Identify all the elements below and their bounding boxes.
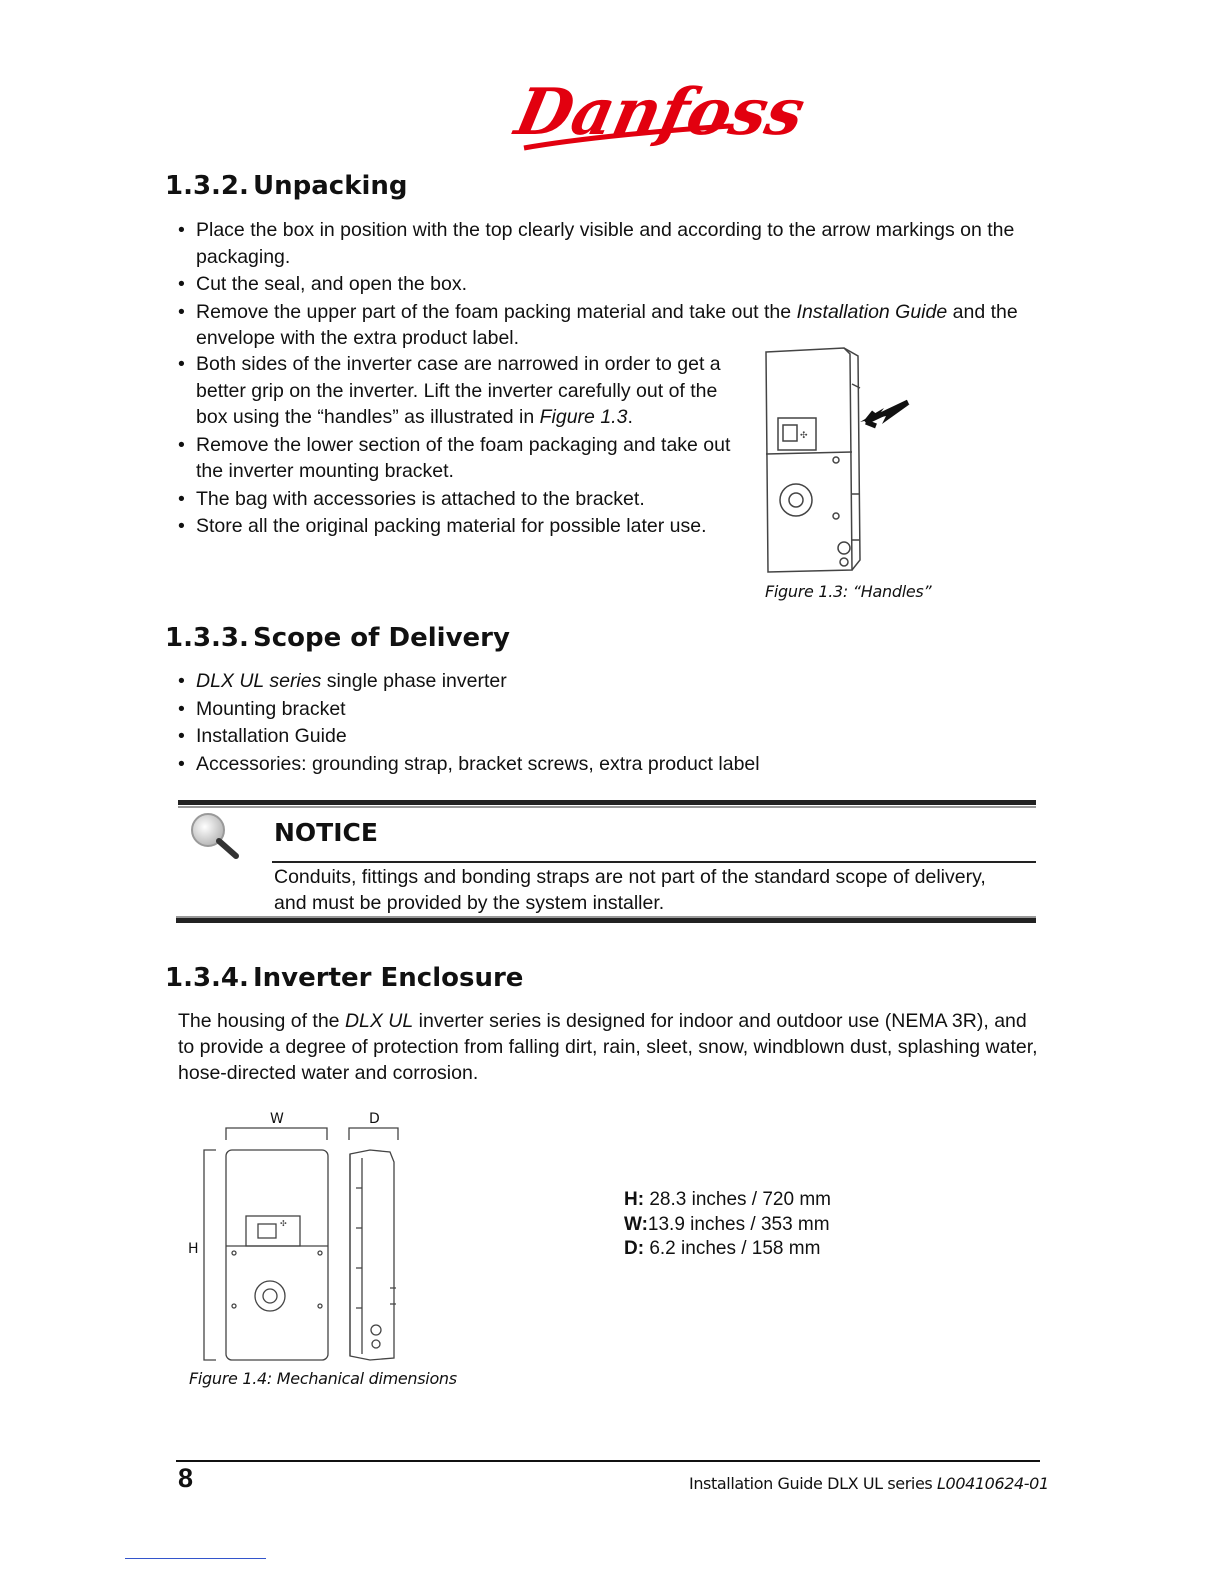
dimension-row: D: 6.2 inches / 158 mm — [624, 1238, 821, 1259]
notice-text: Conduits, fittings and bonding straps are not part of the standard scope of delivery, and must be provided by the system installer. — [274, 866, 986, 914]
dimension-row: H: 28.3 inches / 720 mm — [624, 1189, 831, 1210]
notice-title: NOTICE — [274, 818, 378, 847]
unpacking-bullet: • The bag with accessories is attached to the bracket. — [178, 486, 748, 513]
unpacking-list-continued — [178, 351, 748, 541]
dimension-row: W:13.9 inches / 353 mm — [624, 1213, 830, 1235]
notice-top-rule-shadow — [178, 806, 1036, 808]
magnifier-icon — [186, 810, 242, 860]
scope-item: • Accessories: grounding strap, bracket screws, extra product label — [178, 751, 1038, 778]
link-underline — [125, 1558, 266, 1559]
dimensions-list — [624, 1188, 831, 1262]
svg-text:Danfoss: Danfoss — [509, 74, 812, 150]
section-heading-enclosure: 1.3.4. Inverter Enclosure — [165, 963, 524, 993]
dimension-label-w: W — [270, 1111, 284, 1127]
footer-rule — [176, 1460, 1040, 1462]
unpacking-bullet: • Store all the original packing material for possible later use. — [178, 513, 748, 540]
danfoss-logo — [509, 62, 812, 156]
figure-1-3-caption: Figure 1.3: “Handles” — [765, 582, 932, 601]
notice-divider — [272, 861, 1036, 863]
notice-top-rule — [178, 800, 1036, 805]
page-number: 8 — [178, 1463, 194, 1493]
section-heading-unpacking: 1.3.2. Unpacking — [165, 171, 408, 201]
notice-bottom-rule — [176, 918, 1036, 923]
inverter-handles-figure — [756, 344, 916, 576]
unpacking-bullet: • Cut the seal, and open the box. — [178, 271, 1040, 298]
section-heading-scope: 1.3.3. Scope of Delivery — [165, 623, 510, 653]
unpacking-bullet: • Both sides of the inverter case are narrowed in order to get a better grip on the inverter. Lift the inverter carefully out of the box using the “handles” as illustrated in Figure 1.3. — [178, 351, 748, 431]
svg-text:✣: ✣ — [800, 431, 808, 441]
figure-1-4-caption: Figure 1.4: Mechanical dimensions — [189, 1369, 457, 1388]
footer-doc-title: Installation Guide DLX UL series L00410624-01 — [689, 1474, 1049, 1493]
dimension-label-h: H — [188, 1241, 199, 1257]
scope-item: • Installation Guide — [178, 723, 1038, 750]
unpacking-bullet: • Place the box in position with the top clearly visible and according to the arrow markings on the packaging. — [178, 217, 1040, 270]
scope-list — [178, 668, 1038, 778]
unpacking-bullet: • Remove the lower section of the foam packaging and take out the inverter mounting bracket. — [178, 432, 748, 485]
svg-text:✣: ✣ — [280, 1219, 287, 1228]
scope-item: • Mounting bracket — [178, 696, 1038, 723]
unpacking-bullet: • Remove the upper part of the foam packing material and take out the Installation Guide and the envelope with the extra product label. — [178, 299, 1040, 352]
dimension-label-d: D — [369, 1111, 380, 1127]
enclosure-paragraph: The housing of the DLX UL inverter series is designed for indoor and outdoor use (NEMA 3R), and to provide a degree of protection from falling dirt, rain, sleet, snow, windblown dust, splashing water, hose-directed water and corrosion. — [178, 1010, 1038, 1084]
unpacking-list — [178, 217, 1040, 353]
mechanical-dimensions-figure — [184, 1108, 410, 1366]
scope-item: • DLX UL series single phase inverter — [178, 668, 1038, 695]
